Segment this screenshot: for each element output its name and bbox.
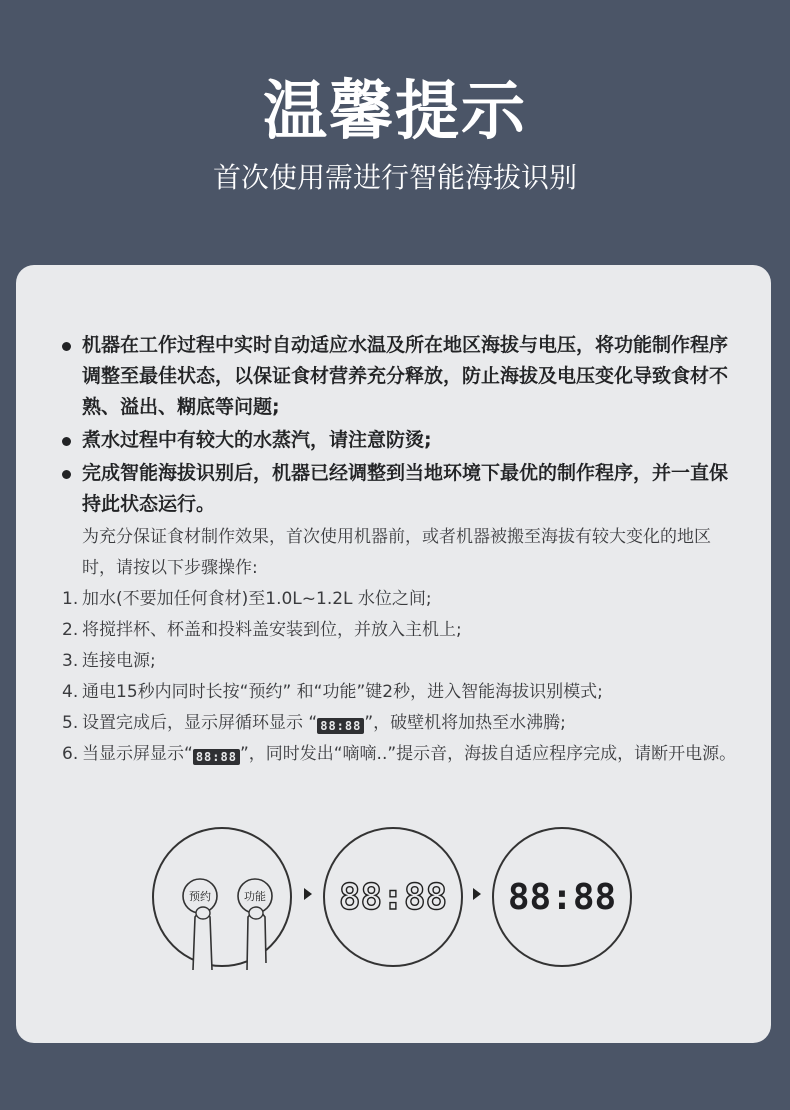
finger-press-icon	[193, 911, 212, 970]
setup-diagram	[150, 825, 640, 970]
display-flashing-illustration	[324, 828, 462, 966]
step-number: 5.	[62, 713, 79, 733]
button-press-illustration	[153, 828, 291, 970]
step-item	[60, 615, 740, 646]
step-number: 1.	[62, 589, 79, 609]
step-item	[60, 646, 740, 677]
step-text-pre: 当显示屏显示“	[82, 744, 193, 764]
bullet-text: 机器在工作过程中实时自动适应水温及所在地区海拔与电压，将功能制作程序调整至最佳状态，以保证食材营养充分释放，防止海拔及电压变化导致食材不熟、溢出、糊底等问题;	[82, 334, 729, 418]
bullet-item	[60, 330, 740, 423]
reserve-button-label: 预约	[189, 890, 211, 903]
step-item	[60, 584, 740, 615]
step-text: 将搅拌杯、杯盖和投料盖安装到位，并放入主机上;	[82, 620, 462, 640]
bullet-text: 煮水过程中有较大的水蒸汽，请注意防烫;	[82, 429, 432, 451]
finger-press-icon	[247, 911, 266, 970]
bullet-text: 完成智能海拔识别后，机器已经调整到当地环境下最优的制作程序，并一直保持此状态运行。	[82, 462, 729, 515]
bullet-dot-icon	[62, 437, 71, 446]
step-text: 加水(不要加任何食材)至1.0L~1.2L 水位之间;	[82, 589, 432, 609]
step-number: 6.	[62, 744, 79, 764]
step-text: 通电15秒内同时长按“预约” 和“功能”键2秒，进入智能海拔识别模式;	[82, 682, 603, 702]
display-digits-icon: 88:88	[317, 718, 364, 734]
display-digits-icon: 88:88	[193, 749, 240, 765]
step-text-post: ”，破壁机将加热至水沸腾;	[364, 713, 566, 733]
step-text-pre: 设置完成后，显示屏循环显示 “	[82, 713, 318, 733]
step-number: 3.	[62, 651, 79, 671]
step-number: 2.	[62, 620, 79, 640]
step-item	[60, 708, 740, 739]
step-item	[60, 677, 740, 708]
display-solid-digits: 88:88	[507, 877, 617, 918]
bullet-dot-icon	[62, 342, 71, 351]
step-text-post: ”，同时发出“嘀嘀..”提示音，海拔自适应程序完成，请断开电源。	[239, 744, 737, 764]
bullet-item	[60, 458, 740, 520]
step-text: 连接电源;	[82, 651, 156, 671]
display-outline-digits: 88:88	[338, 877, 448, 918]
step-item	[60, 739, 740, 770]
function-button-label: 功能	[244, 890, 266, 903]
page-subtitle: 首次使用需进行智能海拔识别	[212, 161, 577, 194]
display-solid-illustration	[493, 828, 631, 966]
play-arrow-icon	[473, 888, 481, 900]
bullet-dot-icon	[62, 470, 71, 479]
step-number: 4.	[62, 682, 79, 702]
intro-text: 为充分保证食材制作效果，首次使用机器前，或者机器被搬至海拔有较大变化的地区时，请按以下步骤操作:	[82, 527, 711, 578]
tips-content	[60, 330, 740, 770]
bullet-item	[60, 425, 740, 456]
page-title: 温馨提示	[263, 75, 527, 149]
play-arrow-icon	[304, 888, 312, 900]
